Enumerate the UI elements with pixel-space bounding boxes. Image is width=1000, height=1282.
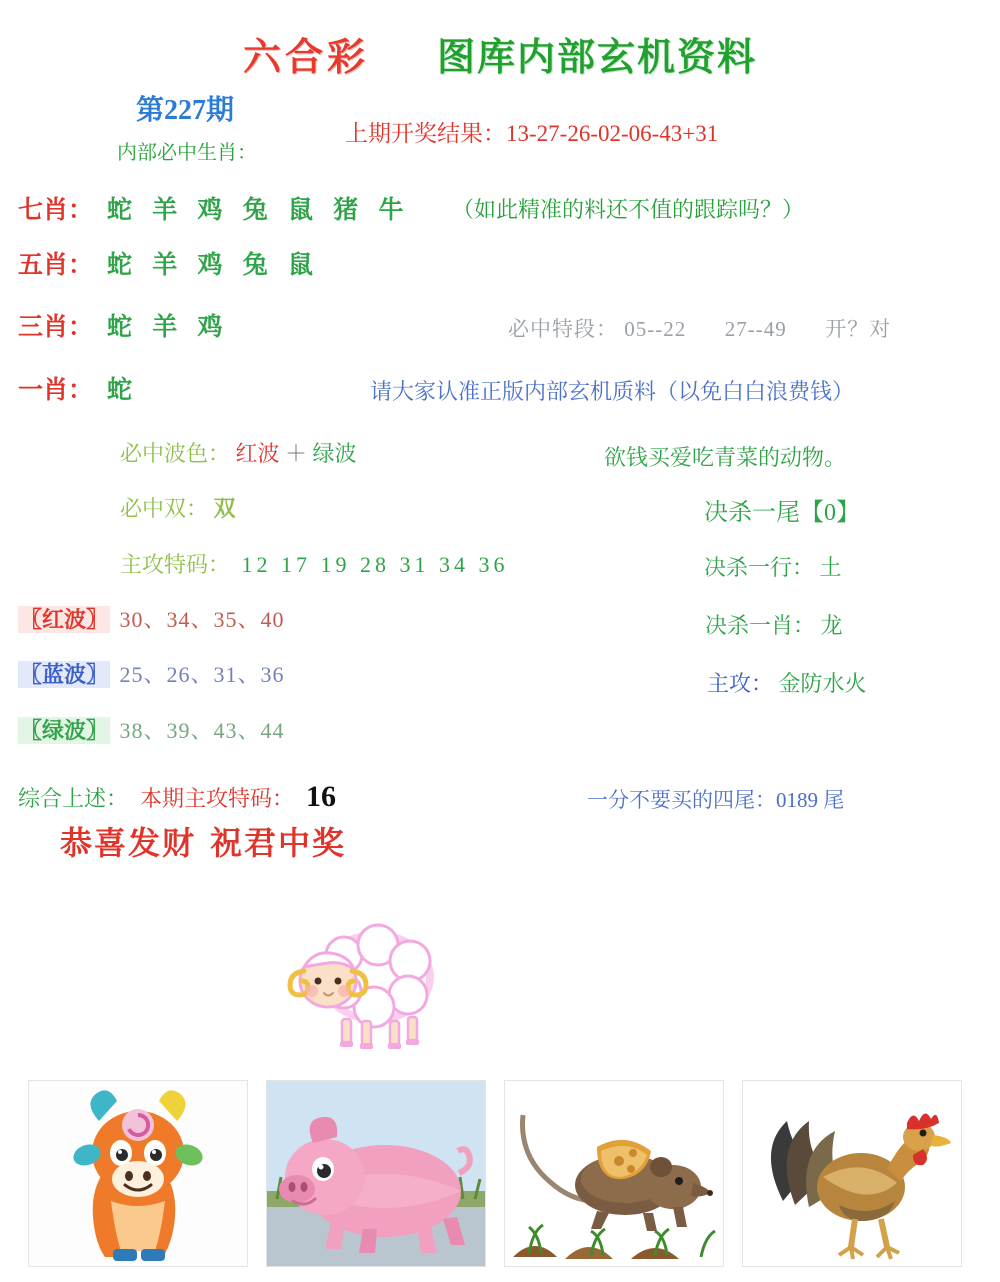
veg-animal-hint: 欲钱买爱吃青菜的动物。 — [604, 445, 847, 470]
zodiac-row-seven — [18, 190, 411, 226]
wave-red-row — [18, 603, 285, 634]
page-subtitle: 图库内部玄机资料 — [437, 37, 758, 79]
issue-number: 第227期 — [136, 95, 235, 126]
wave-green-row — [18, 714, 285, 745]
wave-blue-tag: 〖蓝波〗 — [20, 662, 109, 687]
page-title: 六合彩 — [242, 37, 369, 79]
summary-middle: 本期主攻特码： — [140, 786, 295, 811]
last-draw-result: 上期开奖结果：13-27-26-02-06-43+31 — [345, 121, 719, 146]
segment-line — [508, 313, 891, 343]
wave-color-plus: ＋ — [285, 441, 308, 466]
zodiac-row-seven-label: 七肖： — [18, 197, 94, 224]
page-header — [0, 26, 1000, 81]
attack-label: 主攻： — [707, 671, 774, 696]
zodiac-row-three-label: 三肖： — [18, 314, 94, 341]
dont-buy-tails: 一分不要买的四尾：0189 尾 — [587, 788, 845, 812]
kill-element-row — [704, 551, 842, 582]
main-code-row — [120, 548, 509, 579]
rooster-image — [742, 1080, 962, 1267]
zodiac-row-seven-values: 蛇 羊 鸡 兔 鼠 猪 牛 — [107, 197, 411, 224]
wave-color-value-green: 绿波 — [312, 441, 357, 466]
wave-blue-numbers: 25、26、31、36 — [119, 662, 285, 687]
blessing-part-1: 恭喜发财 — [60, 825, 197, 861]
zodiac-row-one-values: 蛇 — [107, 377, 140, 404]
wave-blue-row — [18, 658, 285, 689]
authentic-notice: 请大家认准正版内部玄机质料（以免白白浪费钱） — [370, 379, 855, 404]
ox-cartoon-image — [28, 1080, 248, 1267]
summary-row — [18, 780, 336, 814]
attack-row — [707, 667, 867, 698]
promo-note: （如此精准的料还不值的跟踪吗？） — [452, 197, 805, 222]
zodiac-row-three — [18, 307, 230, 343]
wave-green-numbers: 38、39、43、44 — [119, 718, 285, 743]
main-code-numbers: 12 17 19 28 31 34 36 — [241, 552, 509, 577]
wave-color-value-red: 红波 — [235, 441, 280, 466]
kill-zodiac-label: 决杀一肖： — [705, 613, 816, 638]
wave-color-row — [120, 437, 357, 468]
double-row — [120, 492, 236, 523]
wave-green-tag: 〖绿波〗 — [20, 718, 109, 743]
wave-color-label: 必中波色： — [120, 441, 231, 466]
sheep-illustration — [258, 915, 458, 1055]
main-code-label: 主攻特码： — [120, 552, 231, 577]
segment-label: 必中特段： — [508, 317, 618, 341]
segment-range-2: 27--49 — [724, 317, 787, 341]
zodiac-row-five-label: 五肖： — [18, 252, 94, 279]
zodiac-row-five — [18, 245, 320, 281]
blessing-text — [60, 818, 346, 864]
summary-prefix: 综合上述： — [18, 786, 129, 811]
attack-value: 金防水火 — [778, 671, 867, 696]
zodiac-row-three-values: 蛇 羊 鸡 — [107, 314, 230, 341]
kill-element-value: 土 — [819, 555, 842, 580]
zodiac-row-five-values: 蛇 羊 鸡 兔 鼠 — [107, 252, 321, 279]
wave-red-tag: 〖红波〗 — [20, 607, 109, 632]
must-hit-label: 内部必中生肖： — [117, 142, 257, 164]
zodiac-row-one-label: 一肖： — [18, 377, 94, 404]
segment-range-1: 05--22 — [624, 317, 687, 341]
kill-zodiac-value: 龙 — [820, 613, 843, 638]
pig-cartoon-image — [266, 1080, 486, 1267]
blessing-part-2: 祝君中奖 — [210, 825, 347, 861]
summary-number: 16 — [306, 780, 337, 813]
double-value: 双 — [213, 496, 236, 521]
kill-zodiac-row — [705, 609, 843, 640]
animal-thumbnail-strip — [28, 1080, 972, 1270]
rat-image — [504, 1080, 724, 1267]
kill-element-label: 决杀一行： — [704, 555, 815, 580]
kill-tail-row: 决杀一尾【0】 — [704, 500, 860, 526]
wave-red-numbers: 30、34、35、40 — [119, 607, 285, 632]
zodiac-row-one — [18, 370, 139, 406]
double-label: 必中双： — [120, 496, 209, 521]
segment-tail: 开？对 — [825, 317, 892, 341]
